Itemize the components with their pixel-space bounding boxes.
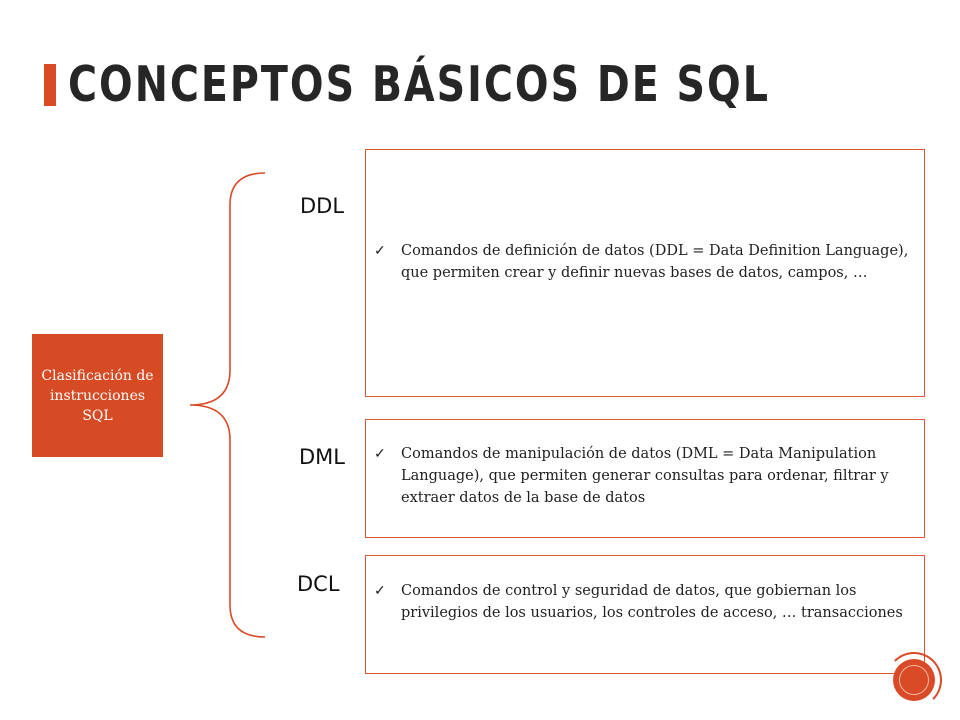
title-accent-bar	[44, 64, 56, 106]
checkmark-icon: ✓	[374, 243, 386, 259]
description-item-ddl	[374, 240, 910, 284]
description-text-dml: Comandos de manipulación de datos (DML = Data Manipulation Language), que permiten generar consultas para ordenar, filtrar y extraer datos de la base de datos	[401, 446, 889, 506]
description-item-dcl	[374, 580, 910, 624]
checkmark-icon: ✓	[374, 583, 386, 599]
description-text-dcl: Comandos de control y seguridad de datos, que gobiernan los privilegios de los usuarios, los controles de acceso, … transacciones	[401, 583, 903, 621]
category-label-ddl: DDL	[300, 194, 345, 218]
description-box-dml	[365, 419, 925, 538]
description-text-ddl: Comandos de definición de datos (DDL = Data Definition Language), que permiten crear y definir nuevas bases de datos, campos, …	[401, 243, 909, 281]
category-label-dml: DML	[299, 445, 345, 469]
curly-brace-connector	[180, 165, 270, 645]
description-box-ddl	[365, 149, 925, 397]
root-node-box	[32, 334, 163, 457]
description-item-dml	[374, 443, 910, 509]
page-title: CONCEPTOS BÁSICOS DE SQL	[68, 56, 770, 114]
description-box-dcl	[365, 555, 925, 674]
category-label-dcl: DCL	[297, 572, 340, 596]
checkmark-icon: ✓	[374, 446, 386, 462]
decorative-ring-icon	[899, 665, 929, 695]
root-node-label: Clasificación de instrucciones SQL	[41, 367, 154, 424]
